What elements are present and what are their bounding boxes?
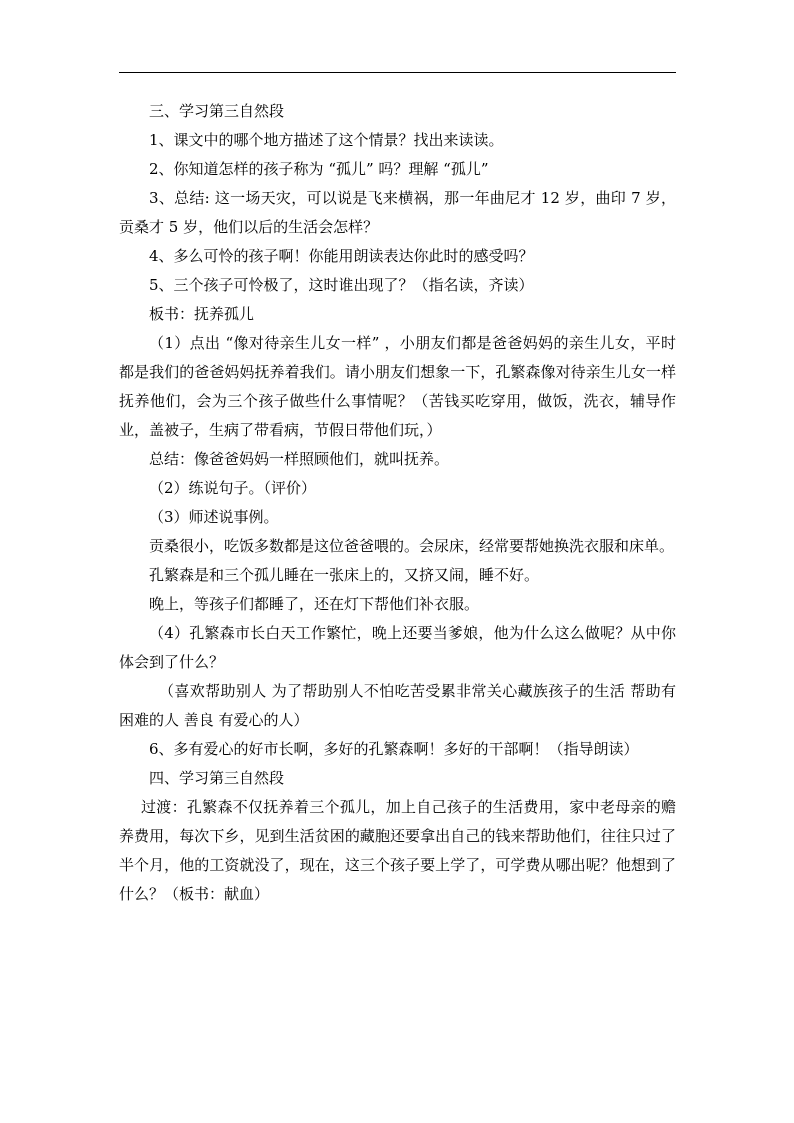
step-4-paragraph: （4）孔繁森市长白天工作繁忙，晚上还要当爹娘，他为什么这么做呢？从中你体会到了什么？ [119,624,676,671]
question-6: 6、多有爱心的好市长啊，多好的孔繁森啊！多好的干部啊！（指导朗读） [149,740,639,758]
example-paragraph-3: 晚上，等孩子们都睡了，还在灯下帮他们补衣服。 [149,595,480,613]
step-1-paragraph: （1）点出 “像对待亲生儿女一样” ，小朋友们都是爸爸妈妈的亲生儿女，平时都是我们的爸爸妈妈抚养着我们。请小朋友们想象一下，孔繁森像对待亲生儿女一样抚养他们，会为三个孩子做些什么事情呢？（苦钱买吃穿用，做饭，洗衣，辅导作业，盖被子，生病了带看病，节假日带他们玩，） [119,334,676,439]
example-paragraph-1: 贡桑很小，吃饭多数都是这位爸爸喂的。会尿床，经常要帮她换洗衣服和床单。 [149,537,675,555]
example-paragraph-2: 孔繁森是和三个孤儿睡在一张床上的，又挤又闹，睡不好。 [149,566,540,584]
step-2-paragraph: （2）练说句子。（评价） [149,479,317,497]
header-rule [119,72,676,73]
summary-paragraph: 总结：像爸爸妈妈一样照顾他们，就叫抚养。 [149,450,450,468]
board-note-raising-orphans: 板书：抚养孤儿 [149,305,255,323]
question-2: 2、你知道怎样的孩子称为 “孤儿” 吗？理解 “孤儿” [149,160,489,178]
step-3-paragraph: （3）师述说事例。 [149,508,279,526]
question-1: 1、课文中的哪个地方描述了这个情景？找出来读读。 [149,131,504,149]
question-3: 3、总结: 这一场天灾，可以说是飞来横祸，那一年曲尼才 12 岁，曲印 7 岁，贡桑才 5 岁，他们以后的生活会怎样？ [119,189,676,236]
answer-list-paragraph: （喜欢帮助别人 为了帮助别人不怕吃苦受累非常关心藏族孩子的生活 帮助有困难的人 善良 有爱心的人） [119,682,676,729]
section-heading-three: 三、学习第三自然段 [149,102,285,120]
question-5: 5、三个孩子可怜极了，这时谁出现了？（指名读，齐读） [149,276,534,294]
document-body [119,97,676,909]
transition-paragraph: 过渡：孔繁森不仅抚养着三个孤儿，加上自己孩子的生活费用，家中老母亲的赡养费用，每次下乡，见到生活贫困的藏胞还要拿出自己的钱来帮助他们，往往只过了半个月，他的工资就没了，现在，这三个孩子要上学了，可学费从哪出呢？他想到了什么？（板书：献血） [119,798,676,903]
question-4: 4、多么可怜的孩子啊！你能用朗读表达你此时的感受吗？ [149,247,534,265]
section-heading-four: 四、学习第三自然段 [149,769,285,787]
